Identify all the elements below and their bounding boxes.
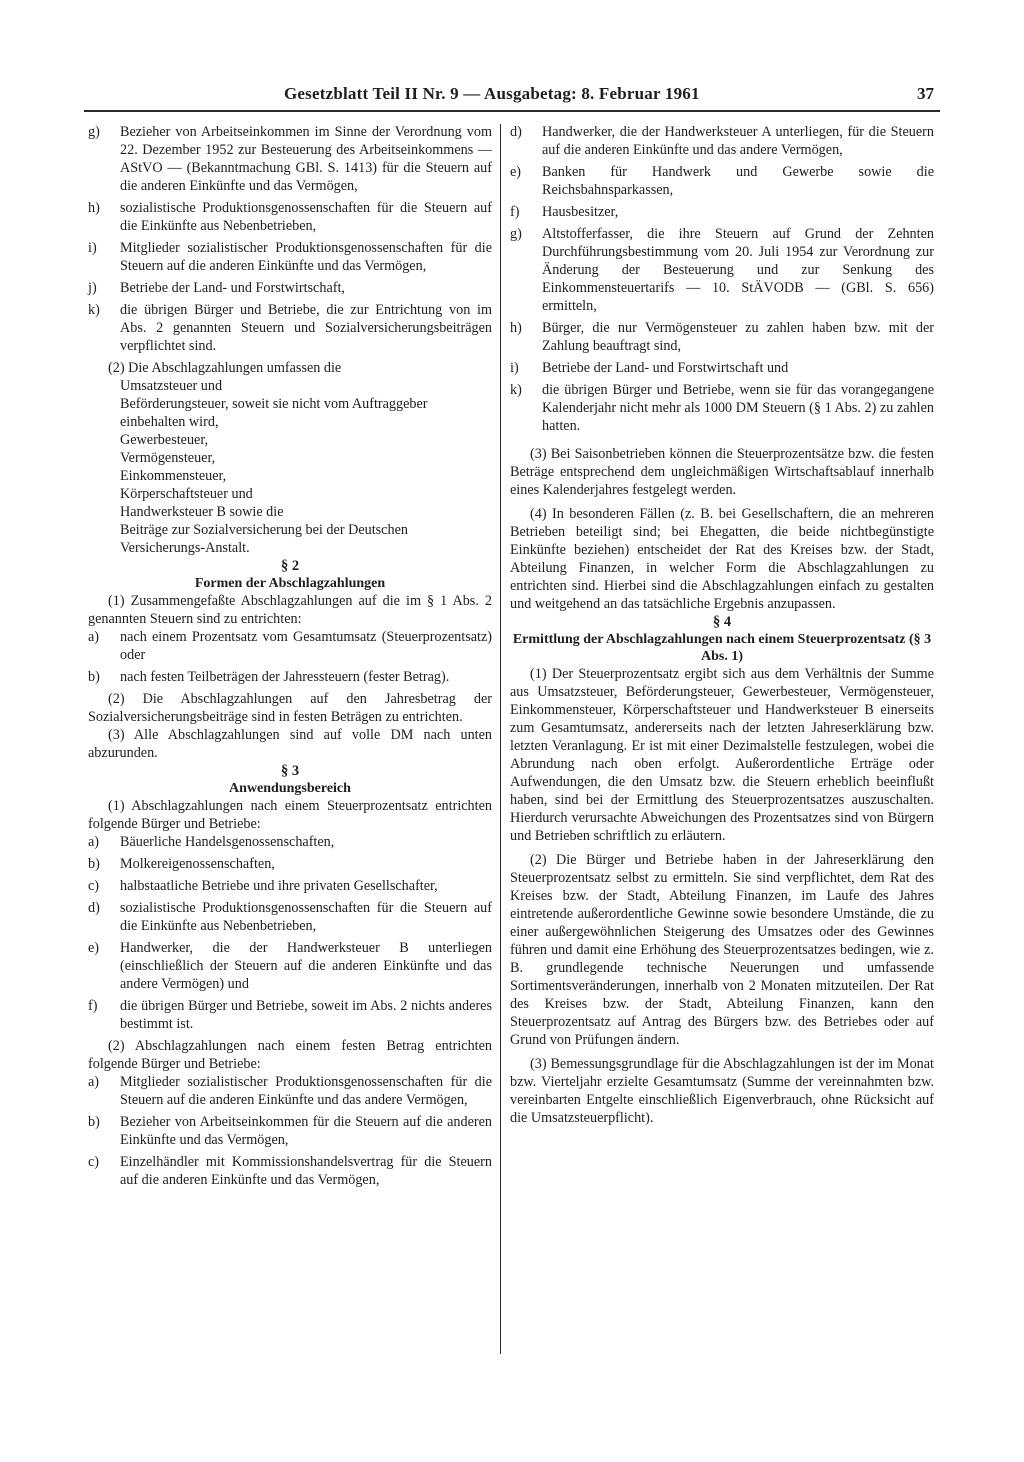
list-item <box>88 939 492 993</box>
item-text: Bürger, die nur Vermögensteuer zu zahlen haben bzw. mit der Zahlung beauftragt sind, <box>542 320 934 354</box>
gazette-header-title: Gesetzblatt Teil II Nr. 9 — Ausgabetag: 8. Februar 1961 <box>284 84 700 103</box>
item-label: b) <box>88 669 100 685</box>
item-label: h) <box>510 320 522 336</box>
right-column <box>510 123 934 1127</box>
list-item <box>510 163 934 199</box>
item-label: d) <box>510 124 522 140</box>
item-label: f) <box>88 998 98 1014</box>
column-divider <box>500 124 501 1354</box>
list-item <box>510 225 934 315</box>
item-text: nach einem Prozentsatz vom Gesamtumsatz (Steuerprozentsatz) oder <box>120 629 492 663</box>
item-text: Betriebe der Land- und Forstwirtschaft und <box>542 360 789 376</box>
paragraph: (2) Die Bürger und Betriebe haben in der Jahreserklärung den Steuerprozentsatz selbst zu ermitteln. Sie sind verpflichtet, dem Rat des Kreises bzw. der Stadt, Abteilung Finanzen, im Laufe des Jahres eintretende außerordentliche Gewinne sowie besondere Umstände, die zu einer außergewöhnlichen Steigerung des Umsatzes oder des Gewinnes führen und damit eine Erhöhung des Steuerprozentsatzes bedingen, wie z. B. grundlegende technische Neuerungen und umfassende Sortimentsveränderungen, innerhalb von 2 Monaten mitzuteilen. Der Rat des Kreises bzw. der Stadt, Abteilung Finanzen, kann den Steuerprozentsatz auf Antrag des Bürgers bzw. des Betriebes oder auf Grund von Prüfungen ändern. <box>510 852 934 1048</box>
list-item <box>88 279 492 297</box>
list-item <box>88 628 492 664</box>
list-item <box>510 381 934 435</box>
section-number: § 2 <box>280 558 300 574</box>
item-text: Betriebe der Land- und Forstwirtschaft, <box>120 280 345 296</box>
item-text: Bezieher von Arbeitseinkommen im Sinne der Verordnung vom 22. Dezember 1952 zur Besteuerung des Arbeitseinkommens — AStVO — (Bekanntmachung GBl. S. 1413) für die Steuern auf die anderen Einkünfte und das Vermögen, <box>120 124 492 194</box>
item-text: Hausbesitzer, <box>542 204 619 220</box>
paragraph: (4) In besonderen Fällen (z. B. bei Gesellschaftern, die an mehreren Betrieben beteiligt sind; bei Ehegatten, die beide nichtbegünstigte Einkünfte beziehen) entscheidet der Rat des Kreises bzw. der Stadt, Abteilung Finanzen, in welcher Form die Abschlagzahlungen zu entrichten sind. Hierbei sind die Abschlagzahlungen einfach zu gestalten und weitgehend an das tatsächliche Ergebnis anzupassen. <box>510 506 934 612</box>
paragraph: (2) Abschlagzahlungen nach einem festen Betrag entrichten folgende Bürger und Betriebe: <box>88 1038 492 1072</box>
paragraph: (1) Abschlagzahlungen nach einem Steuerprozentsatz entrichten folgende Bürger und Betriebe: <box>88 798 492 832</box>
item-text: sozialistische Produktionsgenossenschaften für die Steuern auf die Einkünfte aus Nebenbetrieben, <box>120 900 492 934</box>
item-label: a) <box>88 834 100 850</box>
item-text: Banken für Handwerk und Gewerbe sowie die Reichsbahnsparkassen, <box>542 164 934 198</box>
item-text: Handwerker, die der Handwerksteuer A unterliegen, für die Steuern auf die anderen Einkünfte und das andere Vermögen, <box>542 124 934 158</box>
list-item <box>88 1153 492 1189</box>
paragraph: (3) Alle Abschlagzahlungen sind auf volle DM nach unten abzurunden. <box>88 727 492 761</box>
item-text: Bezieher von Arbeitseinkommen für die Steuern auf die anderen Einkünfte und das Vermögen, <box>120 1114 492 1148</box>
section-number: § 3 <box>280 763 300 779</box>
list-item <box>88 997 492 1033</box>
tax-list-item: Gewerbesteuer, <box>120 432 209 448</box>
tax-list-item: Vermögensteuer, <box>120 450 216 466</box>
item-label: g) <box>88 124 100 140</box>
item-text: Mitglieder sozialistischer Produktionsgenossenschaften für die Steuern auf die anderen Einkünfte und das Vermögen, <box>120 240 492 274</box>
item-label: i) <box>88 240 97 256</box>
tax-list-item: Einkommensteuer, <box>120 468 227 484</box>
paragraph-abs2-intro: (2) Die Abschlagzahlungen umfassen die <box>108 360 342 376</box>
list-item <box>88 855 492 873</box>
item-text: Altstofferfasser, die ihre Steuern auf Grund der Zehnten Durchführungsbestimmung vom 20. Juli 1954 zur Verordnung zur Änderung der Besteuerung und zur Senkung des Einkommensteuertarifs — 10. StÄVODB — (GBl. S. 656) ermitteln, <box>542 226 934 314</box>
paragraph: (3) Bemessungsgrundlage für die Abschlagzahlungen ist der im Monat bzw. Vierteljahr erzielte Gesamtumsatz (Summe der vereinnahmten bzw. vereinbarten Entgelte einschließlich Eigenverbrauch, ohne Rücksicht auf die Umsatzsteuerpflicht). <box>510 1056 934 1126</box>
list-item <box>88 123 492 195</box>
item-text: Einzelhändler mit Kommissionshandelsvertrag für die Steuern auf die anderen Einkünfte und das Vermögen, <box>120 1154 492 1188</box>
tax-list-item: Umsatzsteuer und <box>120 378 223 394</box>
item-label: b) <box>88 856 100 872</box>
item-label: f) <box>510 204 520 220</box>
item-text: sozialistische Produktionsgenossenschaften für die Steuern auf die Einkünfte aus Nebenbetrieben, <box>120 200 492 234</box>
tax-list-item: Körperschaftsteuer und <box>120 486 253 502</box>
item-text: die übrigen Bürger und Betriebe, wenn sie für das vorangegangene Kalenderjahr nicht mehr als 1000 DM Steuern (§ 1 Abs. 2) zu zahlen hatten. <box>542 382 934 434</box>
list-item <box>88 877 492 895</box>
list-item <box>510 319 934 355</box>
item-label: c) <box>88 1154 100 1170</box>
tax-list-item: Beförderungsteuer, soweit sie nicht vom Auftraggeber einbehalten wird, <box>120 396 428 430</box>
item-text: Mitglieder sozialistischer Produktionsgenossenschaften für die Steuern auf die anderen Einkünfte und das andere Vermögen, <box>120 1074 492 1108</box>
section-number: § 4 <box>712 614 732 630</box>
item-label: d) <box>88 900 100 916</box>
item-label: i) <box>510 360 519 376</box>
list-item <box>510 203 934 221</box>
list-item <box>88 899 492 935</box>
list-item <box>88 199 492 235</box>
left-column <box>88 123 492 1193</box>
list-item <box>88 301 492 355</box>
list-item <box>88 239 492 275</box>
item-label: b) <box>88 1114 100 1130</box>
item-label: e) <box>510 164 522 180</box>
item-text: die übrigen Bürger und Betriebe, soweit im Abs. 2 nichts anderes bestimmt ist. <box>120 998 492 1032</box>
item-label: k) <box>88 302 100 318</box>
paragraph: (1) Der Steuerprozentsatz ergibt sich aus dem Verhältnis der Summe aus Umsatzsteuer, Beförderungsteuer, Gewerbesteuer, Vermögensteuer, Einkommensteuer, Körperschaftsteuer und Handwerksteuer B einerseits zum Gesamtumsatz, andererseits nach der letzten Jahreserklärung bzw. letzten Veranlagung. Er ist mit einer Dezimalstelle festzulegen, wobei die Abrundung nach oben erfolgt. Außerordentliche Erträge oder Aufwendungen, die den Umsatz bzw. die Steuern erheblich beeinflußt haben, sind bei der Ermittlung des Steuerprozentsatzes auszuschalten. Hierdurch verursachte Abweichungen des Prozentsatzes sind von Bürgern und Betrieben schriftlich zu erläutern. <box>510 666 934 844</box>
item-label: e) <box>88 940 100 956</box>
item-text: halbstaatliche Betriebe und ihre privaten Gesellschafter, <box>120 878 438 894</box>
item-label: c) <box>88 878 100 894</box>
list-item <box>88 833 492 851</box>
item-label: a) <box>88 629 100 645</box>
list-item <box>88 1113 492 1149</box>
section-title: Anwendungsbereich <box>229 781 351 796</box>
list-item <box>510 359 934 377</box>
list-item <box>510 123 934 159</box>
paragraph: (1) Zusammengefaßte Abschlagzahlungen auf die im § 1 Abs. 2 genannten Steuern sind zu entrichten: <box>88 593 492 627</box>
tax-list-item: Handwerksteuer B sowie die <box>120 504 284 520</box>
item-label: k) <box>510 382 522 398</box>
paragraph: (2) Die Abschlagzahlungen auf den Jahresbetrag der Sozialversicherungsbeiträge sind in festen Beträgen zu entrichten. <box>88 691 492 725</box>
section-title: Formen der Abschlagzahlungen <box>194 576 386 591</box>
tax-list-item: Beiträge zur Sozialversicherung bei der Deutschen Versicherungs-Anstalt. <box>120 522 408 556</box>
page-number: 37 <box>917 84 934 103</box>
paragraph: (3) Bei Saisonbetrieben können die Steuerprozentsätze bzw. die festen Beträge entsprechend dem ungleichmäßigen Wirtschaftsablauf innerhalb eines Kalenderjahres festgelegt werden. <box>510 446 934 498</box>
list-item <box>88 668 492 686</box>
item-label: a) <box>88 1074 100 1090</box>
item-label: h) <box>88 200 100 216</box>
item-text: Bäuerliche Handelsgenossenschaften, <box>120 834 335 850</box>
item-text: Handwerker, die der Handwerksteuer B unterliegen (einschließlich der Steuern auf die anderen Einkünfte und das andere Vermögen) und <box>120 940 492 992</box>
item-label: j) <box>88 280 97 296</box>
list-item <box>88 1073 492 1109</box>
item-text: Molkereigenossenschaften, <box>120 856 275 872</box>
item-text: die übrigen Bürger und Betriebe, die zur Entrichtung von im Abs. 2 genannten Steuern und Sozialversicherungsbeiträgen verpflichtet sind. <box>120 302 492 354</box>
page-header <box>84 80 940 112</box>
section-title: Ermittlung der Abschlagzahlungen nach einem Steuerprozentsatz (§ 3 Abs. 1) <box>512 632 932 664</box>
item-label: g) <box>510 226 522 242</box>
item-text: nach festen Teilbeträgen der Jahressteuern (fester Betrag). <box>120 669 450 685</box>
